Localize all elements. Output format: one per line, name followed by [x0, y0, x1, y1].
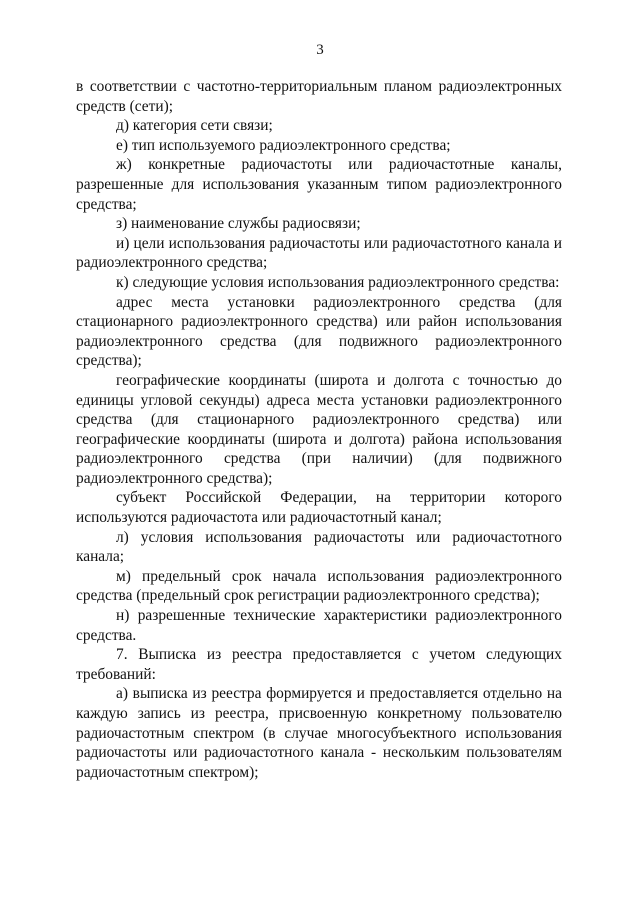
sub-item-subject: субъект Российской Федерации, на территории которого используются радиочастота или радиочастотный канал;	[76, 489, 562, 527]
page-number: 3	[316, 42, 324, 58]
list-item-n: н) разрешенные технические характеристики радиоэлектронного средства.	[76, 607, 562, 644]
list-item-d: д) категория сети связи;	[116, 117, 273, 135]
sub-item-coordinates: географические координаты (широта и долгота с точностью до единицы угловой секунды) адреса места установки радиоэлектронного средства (для стационарного радиоэлектронного средства) или географические координаты (широта и долгота) района использования радиоэлектронного средства (при наличии) (для подвижного радиоэлектронного средства);	[76, 371, 562, 487]
list-item-k: к) следующие условия использования радиоэлектронного средства:	[116, 273, 560, 291]
list-item-z: з) наименование службы радиосвязи;	[116, 215, 361, 233]
list-item-l: л) условия использования радиочастоты или радиочастотного канала;	[76, 528, 562, 566]
section-7: 7. Выписка из реестра предоставляется с учетом следующих требований:	[76, 646, 562, 683]
list-item-a: а) выписка из реестра формируется и предоставляется отдельно на каждую запись из реестра, присвоенную конкретному пользователю радиочастотным спектром (в случае многосубъектного использования радиочастоты или радиочастотного канала - нескольким пользователям радиочастотным спектром);	[76, 685, 562, 781]
list-item-m: м) предельный срок начала использования радиоэлектронного средства (предельный срок регистрации радиоэлектронного средства);	[76, 567, 562, 605]
sub-item-address: адрес места установки радиоэлектронного средства (для стационарного радиоэлектронного средства) или район использования радиоэлектронного средства (для подвижного радиоэлектронного средства);	[76, 293, 562, 370]
paragraph: в соответствии с частотно-территориальным планом радиоэлектронных средств (сети);	[76, 78, 562, 115]
list-item-zh: ж) конкретные радиочастоты или радиочастотные каналы, разрешенные для использования указанным типом радиоэлектронного средства;	[76, 156, 562, 213]
document-body	[76, 77, 562, 782]
list-item-i: и) цели использования радиочастоты или радиочастотного канала и радиоэлектронного средства;	[76, 234, 562, 272]
list-item-e: е) тип используемого радиоэлектронного средства;	[116, 136, 451, 154]
